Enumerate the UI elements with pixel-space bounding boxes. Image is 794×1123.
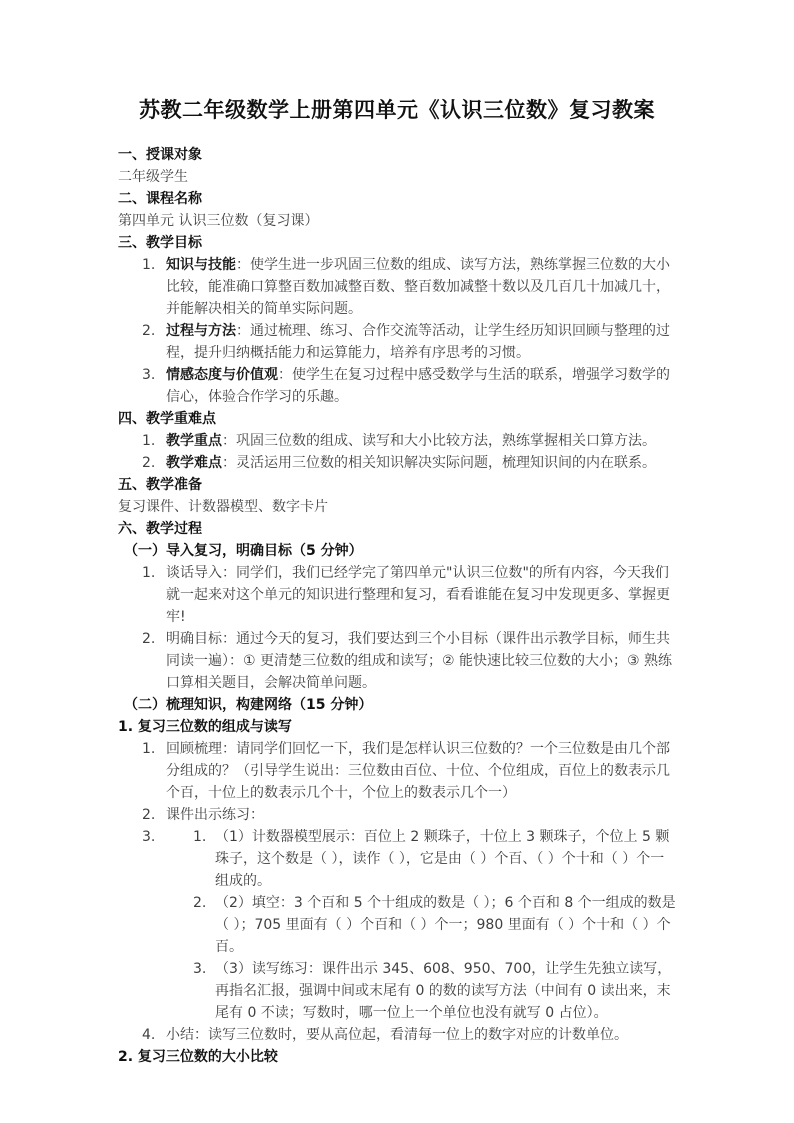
key-point-text: ：灵活运用三位数的相关知识解决实际问题，梳理知识间的内在联系。 — [222, 455, 656, 471]
section-2-heading: 二、课程名称 — [118, 191, 202, 207]
list-marker: 1. — [142, 741, 156, 757]
objective-lead: 情感态度与价值观 — [166, 367, 278, 383]
exercise-item — [118, 958, 676, 1024]
section-4-heading: 四、教学重难点 — [118, 411, 216, 427]
section-6-heading: 六、教学过程 — [118, 521, 202, 537]
list-marker: 4. — [142, 1027, 156, 1043]
list-marker: 2. — [142, 455, 156, 471]
list-marker: 1. — [142, 565, 156, 581]
objective-text: ：使学生在复习过程中感受数学与生活的联系，增强学习数学的信心，体验合作学习的乐趣。 — [166, 367, 670, 405]
intro-text: 明确目标：通过今天的复习，我们要达到三个小目标（课件出示教学目标，师生共同读一遍）：① 更清楚三位数的组成和读写；② 能快速比较三位数的大小；③ 熟练口算相关题目，会解决简单问题。 — [166, 631, 673, 691]
part-1-heading: （一）导入复习，明确目标（5 分钟） — [124, 543, 363, 559]
sub-2-heading: 2. 复习三位数的大小比较 — [118, 1049, 278, 1065]
exercise-item — [118, 826, 676, 892]
objective-item — [118, 254, 676, 320]
intro-text: 谈话导入：同学们，我们已经学完了第四单元"认识三位数"的所有内容，今天我们就一起来对这个单元的知识进行整理和复习，看看谁能在复习中发现更多、掌握更牢! — [166, 565, 670, 625]
objective-lead: 过程与方法 — [166, 323, 236, 339]
review-item — [118, 1024, 676, 1046]
doc-title: 苏教二年级数学上册第四单元《认识三位数》复习教案 — [139, 98, 655, 122]
section-5-body: 复习课件、计数器模型、数字卡片 — [118, 499, 328, 515]
review-text: 小结：读写三位数时，要从高位起，看清每一位上的数字对应的计数单位。 — [166, 1027, 628, 1043]
key-point-item — [118, 430, 676, 452]
section-1-body: 二年级学生 — [118, 169, 188, 185]
key-point-lead: 教学重点 — [166, 433, 222, 449]
objective-item — [118, 320, 676, 364]
key-point-text: ：巩固三位数的组成、读写和大小比较方法，熟练掌握相关口算方法。 — [222, 433, 656, 449]
list-marker: 2. — [193, 895, 207, 911]
sub-1-heading: 1. 复习三位数的组成与读写 — [118, 719, 292, 735]
key-point-item — [118, 452, 676, 474]
objective-text: ：使学生进一步巩固三位数的组成、读写方法，熟练掌握三位数的大小比较，能准确口算整百数加减整百数、整百数加减整十数以及几百几十加减几十，并能解决相关的简单实际问题。 — [166, 257, 670, 317]
key-point-lead: 教学难点 — [166, 455, 222, 471]
list-marker: 2. — [142, 631, 156, 647]
list-marker: 1. — [142, 257, 156, 273]
section-2-body: 第四单元 认识三位数（复习课） — [118, 213, 319, 229]
review-item — [118, 738, 676, 804]
intro-item — [118, 628, 676, 694]
list-marker: 2. — [142, 323, 156, 339]
list-marker: 1. — [193, 829, 207, 845]
intro-item — [118, 562, 676, 628]
objective-lead: 知识与技能 — [166, 257, 236, 273]
review-text: 回顾梳理：请同学们回忆一下，我们是怎样认识三位数的？一个三位数是由几个部分组成的？（引导学生说出：三位数由百位、十位、个位组成，百位上的数表示几个百，十位上的数表示几个十，个位上的数表示几个一） — [166, 741, 670, 801]
exercise-text: （2）填空：3 个百和 5 个十组成的数是（ ）；6 个百和 8 个一组成的数是（ ）；705 里面有（ ）个百和（ ）个一；980 里面有（ ）个十和（ ）个百。 — [215, 895, 676, 955]
list-marker: 3. — [193, 961, 207, 977]
part-2-heading: （二）梳理知识，构建网络（15 分钟） — [124, 697, 373, 713]
exercise-item — [118, 892, 676, 958]
exercise-text: （3）读写练习：课件出示 345、608、950、700，让学生先独立读写，再指名汇报，强调中间或末尾有 0 的数的读写方法（中间有 0 读出来，末尾有 0 不读；写数时，哪一位上一个单位也没有就写 0 占位）。 — [215, 961, 672, 1021]
list-marker: 3. — [142, 829, 156, 845]
review-text: 课件出示练习： — [166, 807, 264, 823]
objective-item — [118, 364, 676, 408]
section-1-heading: 一、授课对象 — [118, 147, 202, 163]
exercise-text: （1）计数器模型展示：百位上 2 颗珠子，十位上 3 颗珠子，个位上 5 颗珠子，这个数是（ ），读作（ ），它是由（ ）个百、（ ）个十和（ ）个一组成的。 — [215, 829, 670, 889]
objective-text: ：通过梳理、练习、合作交流等活动，让学生经历知识回顾与整理的过程，提升归纳概括能力和运算能力，培养有序思考的习惯。 — [166, 323, 670, 361]
list-marker: 1. — [142, 433, 156, 449]
list-marker: 2. — [142, 807, 156, 823]
list-marker: 3. — [142, 367, 156, 383]
section-3-heading: 三、教学目标 — [118, 235, 202, 251]
review-item — [118, 804, 676, 826]
section-5-heading: 五、教学准备 — [118, 477, 202, 493]
